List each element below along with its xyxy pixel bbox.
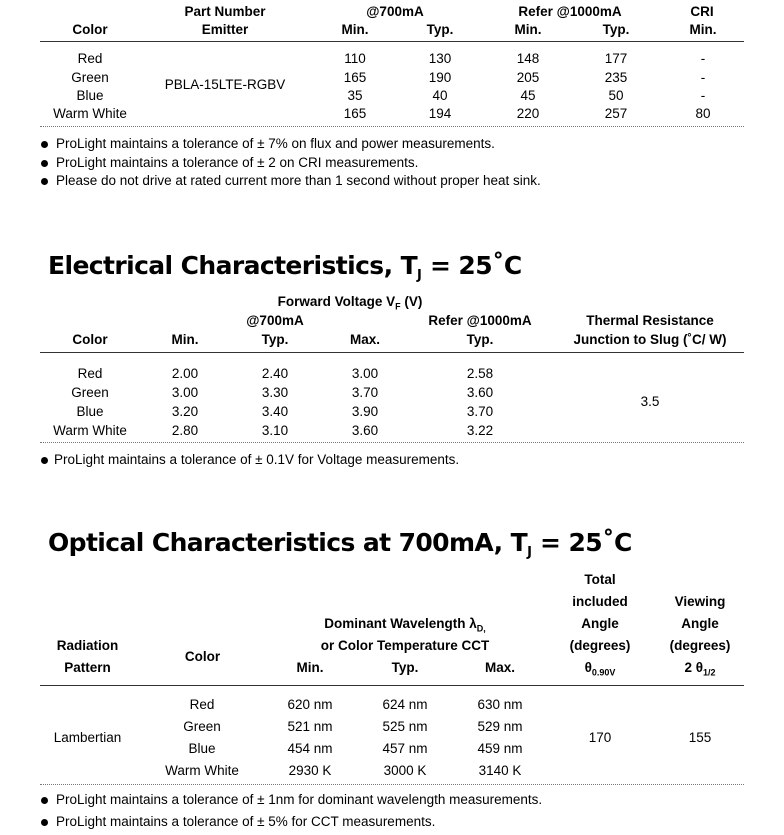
table-row-color: Warm White	[165, 763, 239, 778]
typ700-header: Typ.	[426, 22, 454, 37]
bullet-icon	[41, 178, 48, 185]
table-row-color: Warm White	[53, 423, 127, 438]
refer1000-header: Refer @1000mA	[518, 4, 622, 19]
color-header: Color	[184, 649, 221, 664]
table-cell: 3.60	[351, 423, 379, 438]
forward-voltage-header: Forward Voltage $V_F$ (V)	[277, 294, 423, 312]
note-heat-sink: Please do not drive at rated current more than 1 second without proper heat sink.	[56, 173, 541, 188]
total-angle-header-l5: $\theta_{0.90V}$	[584, 660, 616, 678]
cri-min-header: Min.	[689, 22, 717, 37]
electrical-heading: Electrical Characteristics, $T_J$ = 25˚C	[48, 251, 522, 283]
at700-header: @700mA	[366, 4, 424, 19]
table-cell: 257	[604, 106, 628, 121]
table-cell: 521 nm	[287, 719, 333, 734]
table-cell: 190	[428, 70, 452, 85]
min700-header: Min.	[341, 22, 369, 37]
typ-header: Typ.	[391, 660, 419, 675]
table-cell: 2.00	[171, 366, 199, 381]
table-cell: 529 nm	[477, 719, 523, 734]
typ1000-header: Typ.	[602, 22, 630, 37]
bullet-icon	[41, 457, 48, 464]
table-cell: 2.58	[466, 366, 494, 381]
dominant-wavelength-header: Dominant Wavelength $\lambda_{D,}$	[324, 616, 486, 634]
note-cri-tolerance: ProLight maintains a tolerance of ± 2 on CRI measurements.	[56, 155, 419, 170]
table-bottom-rule	[40, 442, 744, 443]
note-wavelength-tolerance: ProLight maintains a tolerance of ± 1nm for dominant wavelength measurements.	[56, 792, 543, 807]
refer1000-header: Refer @1000mA	[428, 313, 532, 328]
table-cell: 454 nm	[287, 741, 333, 756]
header-rule	[40, 685, 744, 686]
min-header: Min.	[296, 660, 324, 675]
table-cell: 3.22	[466, 423, 494, 438]
table-cell: 3.70	[466, 404, 494, 419]
max-header: Max.	[484, 660, 515, 675]
table-cell: 624 nm	[382, 697, 428, 712]
table-cell: 50	[608, 88, 624, 103]
part-number-value: PBLA-15LTE-RGBV	[164, 77, 286, 92]
table-cell: 2.80	[171, 423, 199, 438]
note-cct-tolerance: ProLight maintains a tolerance of ± 5% for CCT measurements.	[56, 814, 436, 829]
table-row-color: Green	[71, 70, 109, 85]
table-cell: 3.40	[261, 404, 289, 419]
table-cell: 80	[695, 106, 711, 121]
viewing-angle-header-l3: (degrees)	[669, 638, 731, 653]
table-cell: 2.40	[261, 366, 289, 381]
table-cell: 3000 K	[383, 763, 427, 778]
table-cell: 459 nm	[477, 741, 523, 756]
table-cell: 457 nm	[382, 741, 428, 756]
table-cell: 235	[604, 70, 628, 85]
viewing-angle-header-l4: 2 $\theta_{1/2}$	[684, 660, 716, 678]
color-header: Color	[72, 332, 108, 347]
table-cell: 3.20	[171, 404, 199, 419]
at700-header: @700mA	[246, 313, 304, 328]
bullet-icon	[41, 160, 48, 167]
table-cell: 3140 K	[478, 763, 522, 778]
bullet-icon	[41, 797, 48, 804]
table-cell: 3.10	[261, 423, 289, 438]
total-angle-header-l1: Total	[584, 572, 616, 587]
table-cell: 3.60	[466, 385, 494, 400]
table-row-color: Green	[183, 719, 221, 734]
table-cell: -	[700, 88, 706, 103]
radiation-pattern-value: Lambertian	[53, 730, 122, 745]
table-cell: 3.90	[351, 404, 379, 419]
table-cell: 130	[428, 51, 452, 66]
table-cell: 35	[347, 88, 363, 103]
bullet-icon	[41, 141, 48, 148]
table-cell: 205	[516, 70, 540, 85]
table-row-color: Red	[77, 366, 103, 381]
pattern-header: Pattern	[64, 660, 111, 675]
table-cell: 3.00	[171, 385, 199, 400]
table-bottom-rule	[40, 784, 744, 785]
table-row-color: Warm White	[53, 106, 127, 121]
table-cell: 148	[516, 51, 540, 66]
table-cell: 630 nm	[477, 697, 523, 712]
table-row-color: Red	[77, 51, 103, 66]
optical-heading: Optical Characteristics at 700mA, $T_J$ = 25˚C	[48, 528, 632, 560]
table-cell: 525 nm	[382, 719, 428, 734]
table-cell: 620 nm	[287, 697, 333, 712]
table-cell: -	[700, 51, 706, 66]
viewing-angle-header-l1: Viewing	[674, 594, 726, 609]
typ1000-header: Typ.	[466, 332, 494, 347]
total-angle-header-l2: included	[572, 594, 628, 609]
table-cell: 2930 K	[288, 763, 332, 778]
note-voltage-tolerance: ProLight maintains a tolerance of ± 0.1V for Voltage measurements.	[54, 452, 460, 467]
viewing-angle-value: 155	[688, 730, 712, 745]
table-cell: 3.00	[351, 366, 379, 381]
cri-header: CRI	[690, 4, 714, 19]
table-row-color: Red	[189, 697, 215, 712]
bullet-icon	[41, 819, 48, 826]
table-cell: 40	[432, 88, 448, 103]
min1000-header: Min.	[514, 22, 542, 37]
note-flux-tolerance: ProLight maintains a tolerance of ± 7% on flux and power measurements.	[56, 136, 495, 151]
header-rule	[40, 41, 744, 42]
part-number-header: Part Number	[184, 4, 266, 19]
min-header: Min.	[171, 332, 199, 347]
total-angle-value: 170	[588, 730, 612, 745]
thermal-resistance-header: Thermal Resistance	[586, 313, 714, 328]
table-cell: -	[700, 70, 706, 85]
max-header: Max.	[349, 332, 380, 347]
table-cell: 165	[343, 106, 367, 121]
table-row-color: Blue	[76, 88, 104, 103]
table-bottom-rule	[40, 126, 744, 127]
table-cell: 110	[344, 51, 366, 66]
thermal-resistance-value: 3.5	[640, 394, 660, 409]
table-cell: 3.30	[261, 385, 289, 400]
radiation-header: Radiation	[56, 638, 119, 653]
table-cell: 177	[604, 51, 628, 66]
table-cell: 45	[520, 88, 536, 103]
header-rule	[40, 352, 744, 353]
table-row-color: Green	[71, 385, 109, 400]
table-row-color: Blue	[76, 404, 104, 419]
emitter-header: Emitter	[201, 22, 249, 37]
table-cell: 3.70	[351, 385, 379, 400]
table-cell: 165	[343, 70, 367, 85]
table-cell: 220	[516, 106, 540, 121]
color-header: Color	[72, 22, 108, 37]
viewing-angle-header-l2: Angle	[681, 616, 719, 631]
table-row-color: Blue	[188, 741, 216, 756]
total-angle-header-l4: (degrees)	[569, 638, 631, 653]
cct-header: or Color Temperature CCT	[320, 638, 490, 653]
total-angle-header-l3: Angle	[581, 616, 619, 631]
typ-header: Typ.	[261, 332, 289, 347]
junction-to-slug-header: Junction to Slug (˚C/ W)	[573, 332, 727, 347]
table-cell: 194	[428, 106, 452, 121]
